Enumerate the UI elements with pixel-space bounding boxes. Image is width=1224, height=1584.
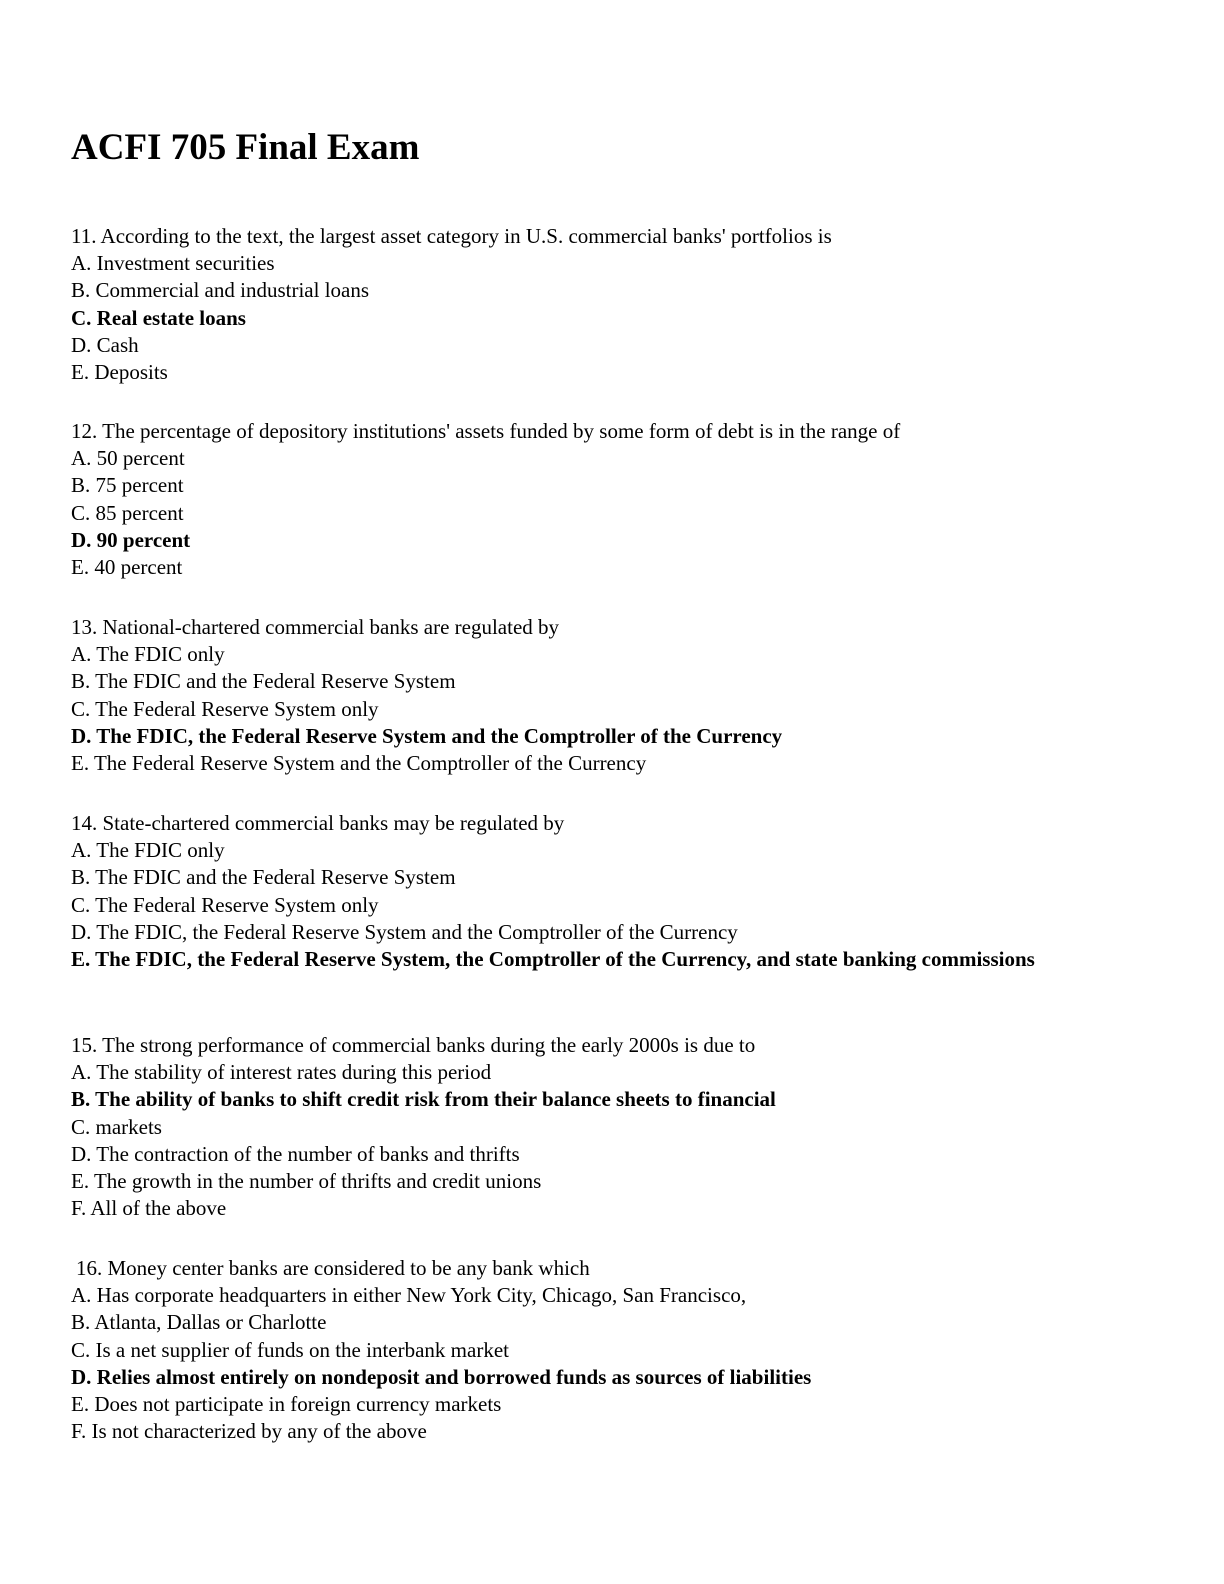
question-stem: 13. National-chartered commercial banks are regulated by	[71, 615, 560, 639]
answer-option: E. Does not participate in foreign currency markets	[71, 1392, 502, 1417]
answer-option: B. The FDIC and the Federal Reserve System	[71, 865, 456, 890]
answer-option: E. Deposits	[71, 360, 168, 385]
correct-answer-option: D. Relies almost entirely on nondeposit and borrowed funds as sources of liabilities	[71, 1364, 812, 1389]
question-11	[71, 223, 1161, 386]
answer-option: C. The Federal Reserve System only	[71, 892, 379, 917]
answer-option: E. 40 percent	[71, 555, 183, 580]
correct-answer-option: B. The ability of banks to shift credit risk from their balance sheets to financial	[71, 1087, 776, 1112]
answer-option: E. The growth in the number of thrifts and credit unions	[71, 1169, 542, 1194]
answer-option: B. Atlanta, Dallas or Charlotte	[71, 1310, 327, 1335]
question-12	[71, 418, 1161, 581]
answer-option: C. Is a net supplier of funds on the interbank market	[71, 1337, 509, 1362]
correct-answer-option: C. Real estate loans	[71, 305, 246, 330]
answer-option: A. Has corporate headquarters in either New York City, Chicago, San Francisco,	[71, 1283, 747, 1308]
question-16	[71, 1255, 1161, 1445]
answer-option: A. 50 percent	[71, 446, 185, 471]
correct-answer-option: E. The FDIC, the Federal Reserve System, the Comptroller of the Currency, and state banking commissions	[71, 947, 1035, 972]
answer-option: B. The FDIC and the Federal Reserve System	[71, 669, 456, 694]
answer-option: D. Cash	[71, 332, 139, 357]
correct-answer-option: D. 90 percent	[71, 527, 191, 552]
answer-option: C. 85 percent	[71, 500, 184, 525]
answer-option: A. The FDIC only	[71, 838, 225, 863]
answer-option: F. All of the above	[71, 1196, 227, 1221]
question-stem: 16. Money center banks are considered to be any bank which	[76, 1256, 590, 1280]
answer-option: C. markets	[71, 1114, 162, 1139]
answer-option: D. The FDIC, the Federal Reserve System and the Comptroller of the Currency	[71, 919, 738, 944]
answer-option: A. The FDIC only	[71, 642, 225, 667]
answer-option: A. The stability of interest rates during this period	[71, 1060, 492, 1085]
correct-answer-option: D. The FDIC, the Federal Reserve System and the Comptroller of the Currency	[71, 723, 783, 748]
question-15	[71, 1032, 1161, 1222]
answer-option: A. Investment securities	[71, 251, 275, 276]
question-stem: 15. The strong performance of commercial banks during the early 2000s is due to	[71, 1033, 756, 1057]
answer-option: D. The contraction of the number of banks and thrifts	[71, 1141, 520, 1166]
answer-option: C. The Federal Reserve System only	[71, 696, 379, 721]
answer-option: B. Commercial and industrial loans	[71, 278, 370, 303]
answer-option: B. 75 percent	[71, 473, 184, 498]
question-stem: 11. According to the text, the largest asset category in U.S. commercial banks' portfolios is	[71, 224, 832, 248]
question-stem: 14. State-chartered commercial banks may be regulated by	[71, 811, 565, 835]
answer-option: E. The Federal Reserve System and the Comptroller of the Currency	[71, 751, 647, 776]
answer-option: F. Is not characterized by any of the above	[71, 1419, 427, 1444]
question-stem: 12. The percentage of depository institutions' assets funded by some form of debt is in the range of	[71, 419, 901, 443]
question-13	[71, 614, 1161, 777]
page-title: ACFI 705 Final Exam	[71, 127, 420, 168]
question-14	[71, 810, 1161, 973]
